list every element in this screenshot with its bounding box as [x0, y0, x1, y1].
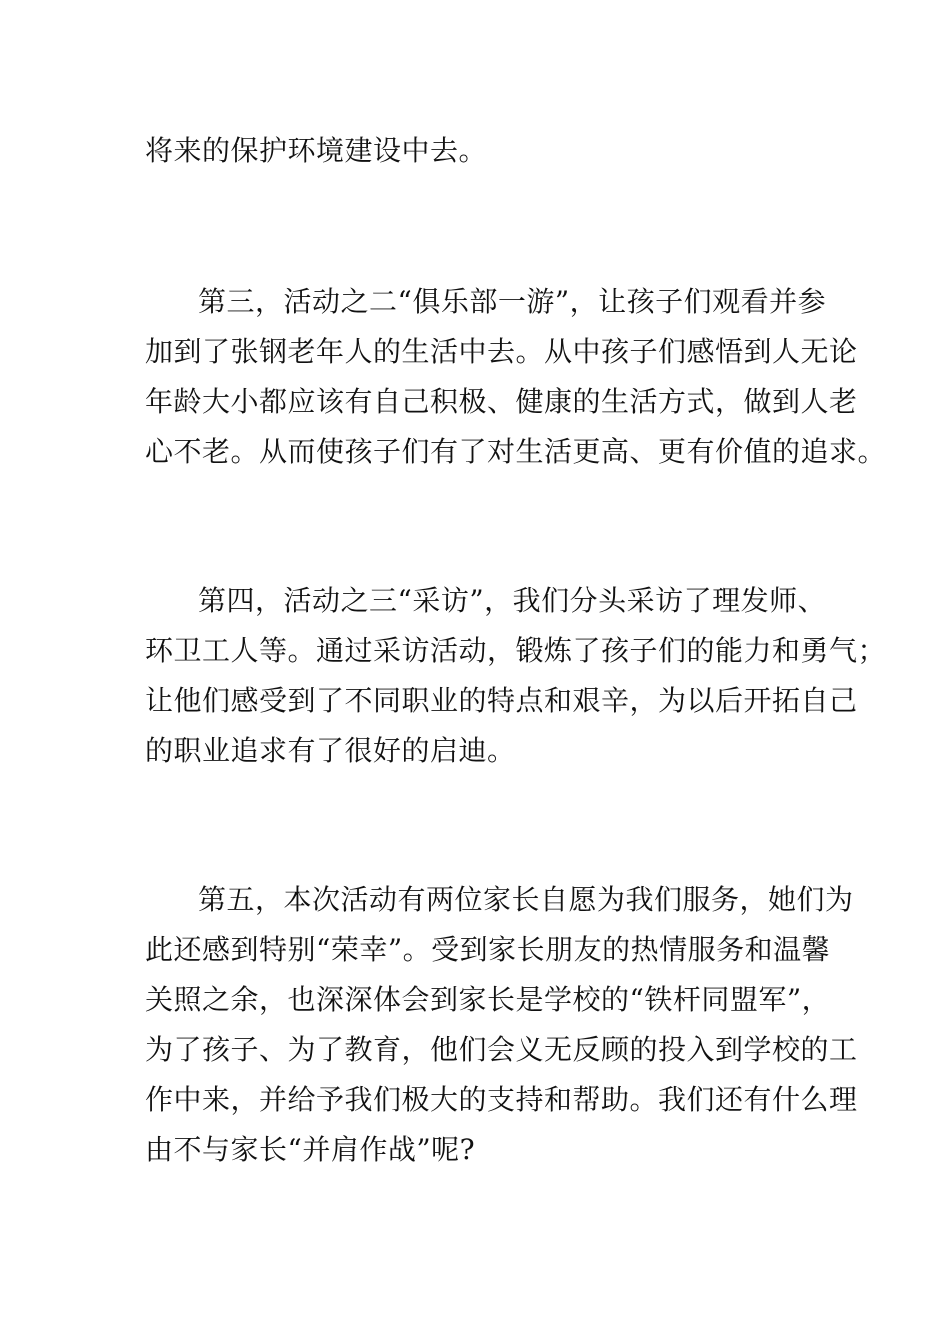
- paragraph-4-line-5: 作中来，并给予我们极大的支持和帮助。我们还有什么理: [145, 1083, 858, 1116]
- paragraph-2-line-3: 年龄大小都应该有自己积极、健康的生活方式，做到人老: [145, 385, 858, 418]
- paragraph-4-line-6: 由不与家长“并肩作战”呢?: [145, 1133, 476, 1166]
- paragraph-2-line-4: 心不老。从而使孩子们有了对生活更高、更有价值的追求。: [145, 435, 887, 468]
- paragraph-2-line-1: 第三，活动之二“俱乐部一游”，让孩子们观看并参: [198, 285, 827, 318]
- paragraph-3-line-3: 让他们感受到了不同职业的特点和艰辛，为以后开拓自己: [145, 684, 858, 717]
- paragraph-2-line-2: 加到了张钢老年人的生活中去。从中孩子们感悟到人无论: [145, 335, 858, 368]
- paragraph-3-line-4: 的职业追求有了很好的启迪。: [145, 734, 516, 767]
- paragraph-3-line-2: 环卫工人等。通过采访活动，锻炼了孩子们的能力和勇气；: [145, 634, 887, 667]
- paragraph-3-line-1: 第四，活动之三“采访”，我们分头采访了理发师、: [198, 584, 827, 617]
- paragraph-4-line-3: 关照之余，也深深体会到家长是学校的“铁杆同盟军”，: [145, 983, 831, 1016]
- paragraph-4-line-1: 第五，本次活动有两位家长自愿为我们服务，她们为: [198, 883, 854, 916]
- paragraph-4-line-4: 为了孩子、为了教育，他们会义无反顾的投入到学校的工: [145, 1033, 858, 1066]
- paragraph-1-line-1: 将来的保护环境建设中去。: [145, 134, 488, 167]
- paragraph-4-line-2: 此还感到特别“荣幸”。受到家长朋友的热情服务和温馨: [145, 933, 831, 966]
